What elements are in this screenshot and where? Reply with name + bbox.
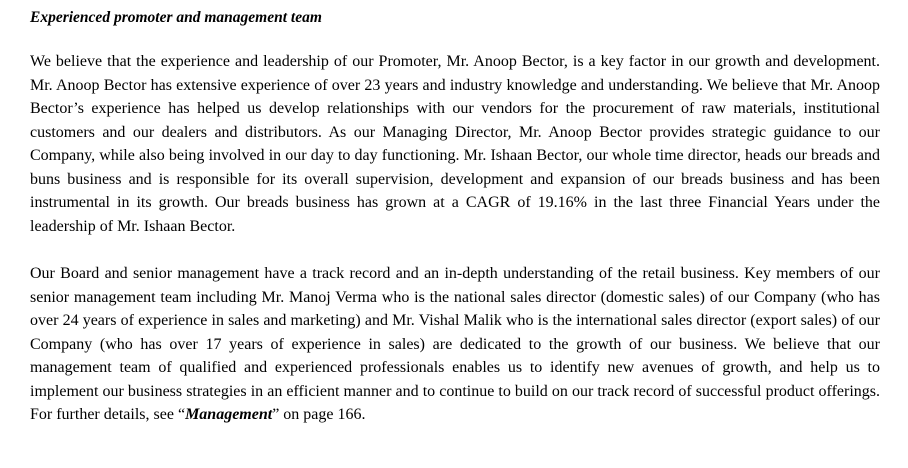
paragraph-text-before-reference: Our Board and senior management have a track record and an in-depth understanding of the retail business. Key members of our senior management team including Mr. Manoj Verma who is the national sales director (domestic sales) of our Company (who has over 24 years of experience in sales and marketing) and Mr. Vishal Malik who is the international sales director (export sales) of our Company (who has over 17 years of experience in sales) are dedicated to the growth of our business. We believe that our management team of qualified and experienced professionals enables us to identify new avenues of growth, and help us to implement our business strategies in an efficient manner and to continue to build on our track record of successful product offerings. For further details, see “ xyxy=(30,265,880,423)
section-heading: Experienced promoter and management team xyxy=(30,9,322,26)
paragraph-promoter-leadership: We believe that the experience and leadership of our Promoter, Mr. Anoop Bector, is a key factor in our growth and development. Mr. Anoop Bector has extensive experience of over 23 years and industry knowledge and understanding. We believe that Mr. Anoop Bector’s experience has helped us develop relationships with our vendors for the procurement of raw materials, institutional customers and our dealers and distributors. As our Managing Director, Mr. Anoop Bector provides strategic guidance to our Company, while also being involved in our day to day functioning. Mr. Ishaan Bector, our whole time director, heads our breads and buns business and is responsible for its overall supervision, development and expansion of our breads business and has been instrumental in its growth. Our breads business has grown at a CAGR of 19.16% in the last three Financial Years under the leadership of Mr. Ishaan Bector. xyxy=(30,53,880,235)
paragraph-text-after-reference: ” on page 166. xyxy=(272,406,366,423)
paragraph-board-management xyxy=(30,262,880,427)
cross-reference-management: Management xyxy=(185,406,273,423)
